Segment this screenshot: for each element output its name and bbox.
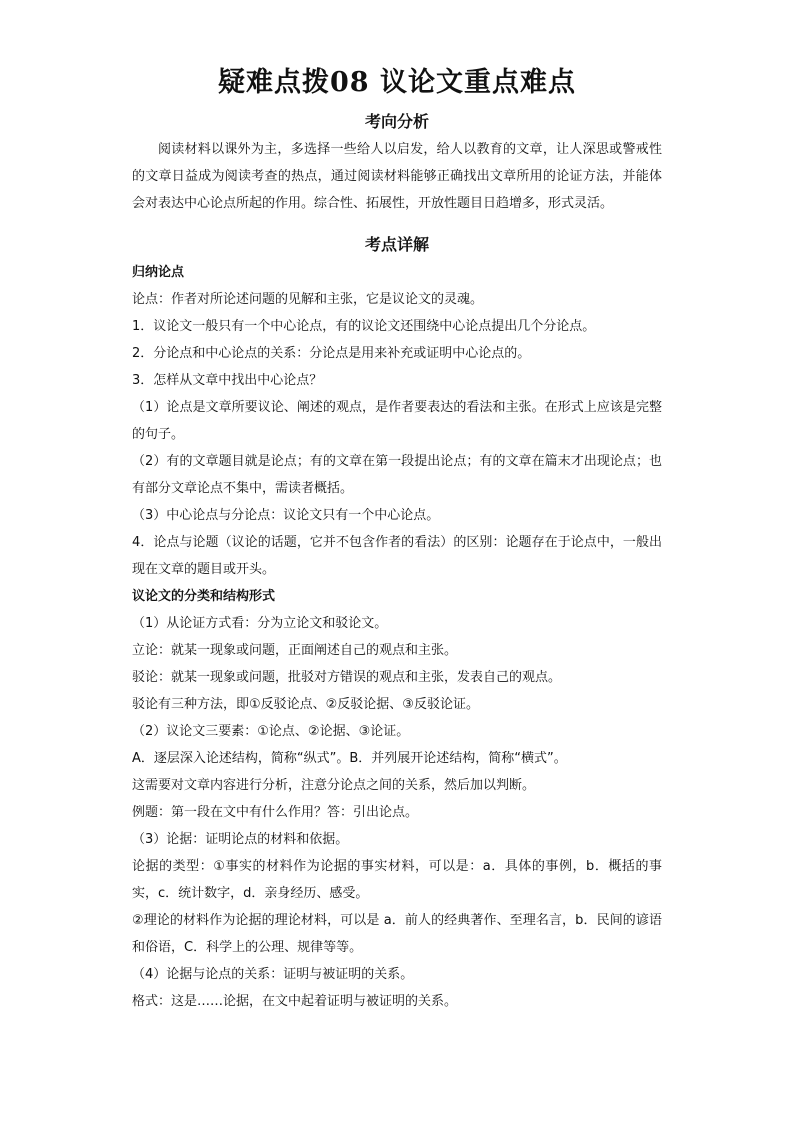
text-line: 4．论点与论题（议论的话题，它并不包含作者的看法）的区别：论题存在于论点中，一般出现在文章的题目或开头。 [132,535,662,577]
section-heading-analysis: 考向分析 [364,112,429,131]
text-line: ②理论的材料作为论据的理论材料，可以是 a．前人的经典著作、至理名言，b．民间的谚语和俗语，C．科学上的公理、规律等等。 [132,913,662,955]
intro-paragraph: 阅读材料以课外为主，多选择一些给人以启发，给人以教育的文章，让人深思或警戒性的文章日益成为阅读考查的热点，通过阅读材料能够正确找出文章所用的论证方法，并能体会对表达中心论点所起的作用。综合性、拓展性，开放性题目日趋增多，形式灵活。 [132,142,662,211]
text-line: 例题：第一段在文中有什么作用？答：引出论点。 [132,805,419,820]
document-page [132,58,662,1015]
text-line: （2）议论文三要素：①论点、②论据、③论证。 [132,724,410,739]
text-line: （3）论据：证明论点的材料和依据。 [132,832,349,847]
text-line: 格式：这是……论据，在文中起着证明与被证明的关系。 [132,994,458,1009]
text-line: 这需要对文章内容进行分析，注意分论点之间的关系，然后加以判断。 [132,778,536,793]
section-heading-details: 考点详解 [364,235,429,254]
text-line: （1）从论证方式看：分为立论文和驳论文。 [132,616,388,631]
text-line: 驳论：就某一现象或问题，批驳对方错误的观点和主张，发表自己的观点。 [132,670,562,685]
text-line: （4）论据与论点的关系：证明与被证明的关系。 [132,967,414,982]
text-line: 1．议论文一般只有一个中心论点，有的议论文还围绕中心论点提出几个分论点。 [132,319,596,334]
text-line: 论据的类型：①事实的材料作为论据的事实材料，可以是：a．具体的事例，b．概括的事实，c．统计数字，d．亲身经历、感受。 [132,859,662,901]
subheading-summarize-thesis: 归纳论点 [132,265,185,280]
subheading-classification-structure: 议论文的分类和结构形式 [132,589,276,604]
text-line: （2）有的文章题目就是论点；有的文章在第一段提出论点；有的文章在篇末才出现论点；也有部分文章论点不集中，需读者概括。 [132,454,662,496]
text-line: 驳论有三种方法，即①反驳论点、②反驳论据、③反驳论证。 [132,697,479,712]
document-title: 疑难点拨08 议论文重点难点 [218,67,576,98]
text-line: （3）中心论点与分论点：议论文只有一个中心论点。 [132,508,440,523]
text-line: 立论：就某一现象或问题，正面阐述自己的观点和主张。 [132,643,458,658]
text-line: 3．怎样从文章中找出中心论点？ [132,373,323,388]
text-line: A．逐层深入论述结构，简称“纵式”。B．并列展开论述结构，简称“横式”。 [132,751,567,766]
text-line: 2．分论点和中心论点的关系：分论点是用来补充或证明中心论点的。 [132,346,531,361]
text-line: （1）论点是文章所要议论、阐述的观点，是作者要表达的看法和主张。在形式上应该是完整的句子。 [132,400,662,442]
text-line: 论点：作者对所论述问题的见解和主张，它是议论文的灵魂。 [132,292,484,307]
